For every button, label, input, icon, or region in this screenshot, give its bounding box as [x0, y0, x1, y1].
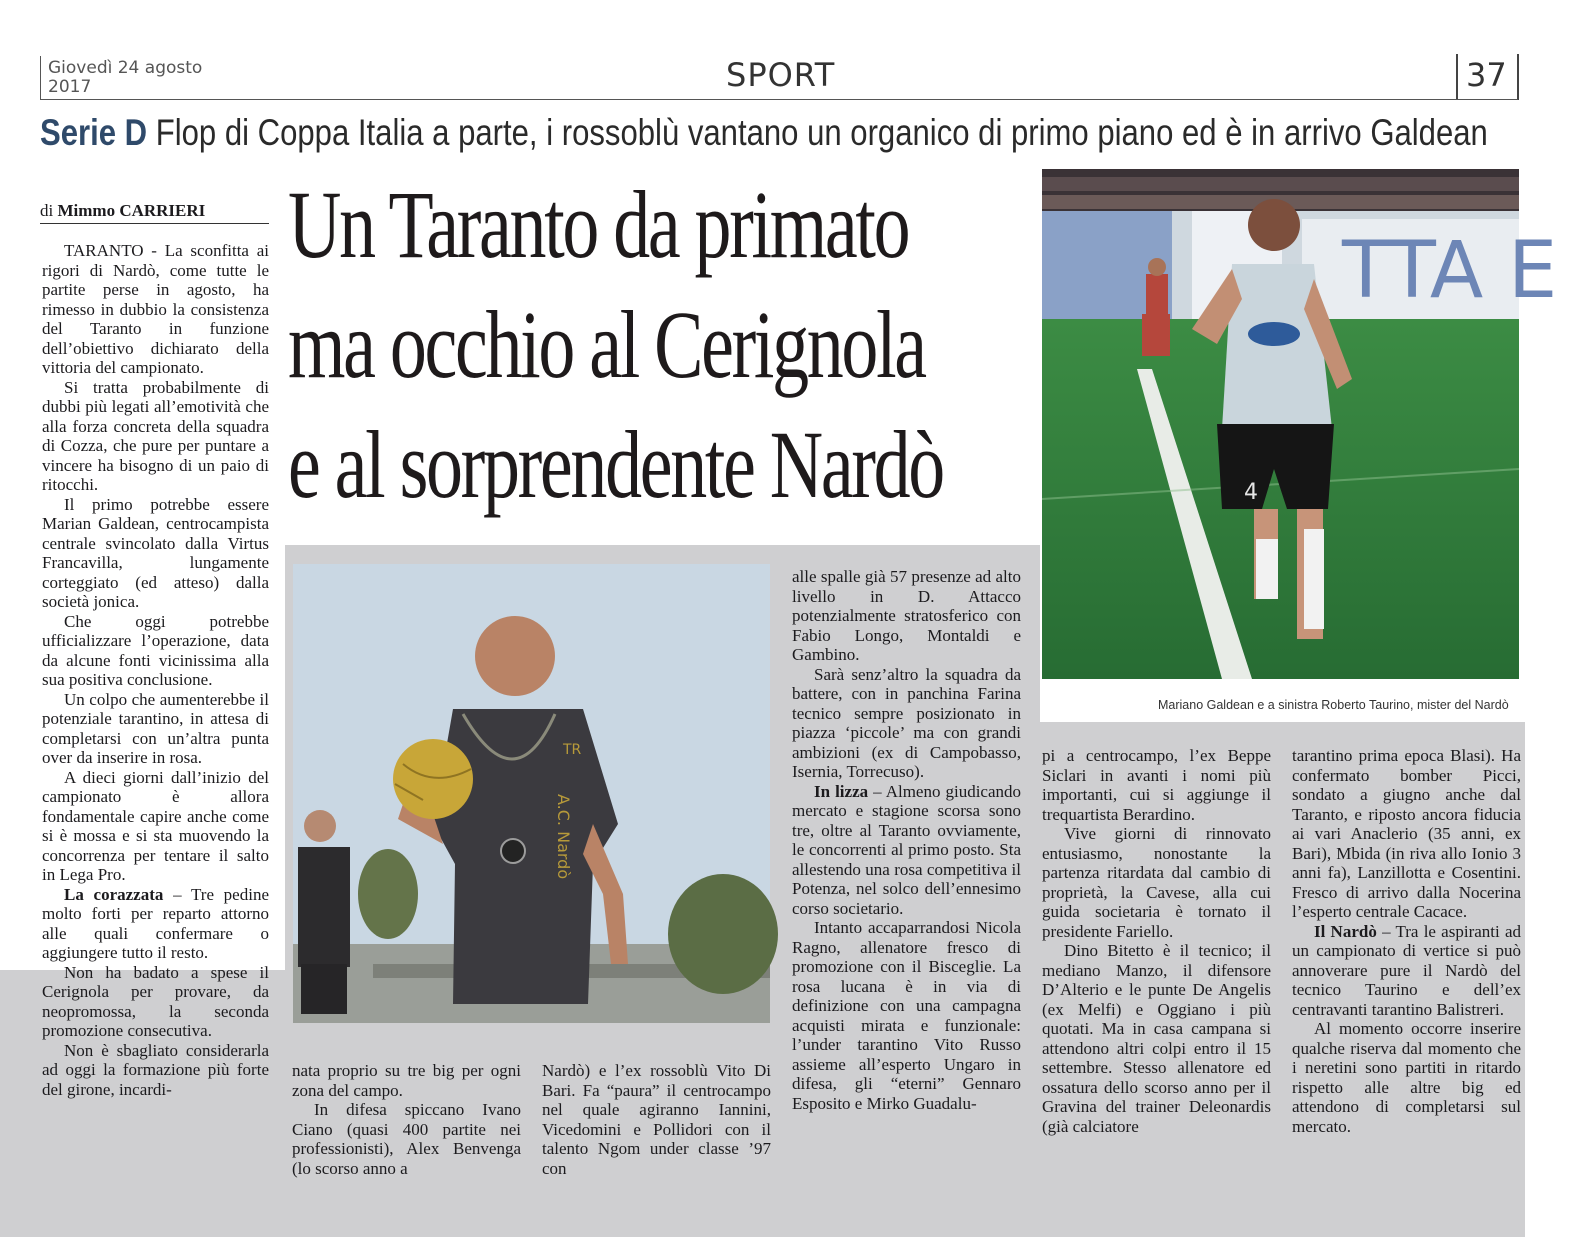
- paragraph-lead: La corazzata: [64, 884, 164, 904]
- kicker-text: Flop di Coppa Italia a parte, i rossoblù vantano un organico di primo piano ed è in arrivo Galdean: [155, 112, 1488, 153]
- paragraph: [42, 1041, 269, 1100]
- paragraph: [42, 378, 269, 495]
- issue-date: [48, 59, 202, 97]
- paragraph-text: Un colpo che aumenterebbe il potenziale tarantino, in attesa di completarsi con un’altra punta over da inserire in rosa.: [42, 689, 269, 767]
- byline-author: Mimmo CARRIERI: [57, 201, 206, 220]
- photo-caption: Mariano Galdean e a sinistra Roberto Taurino, mister del Nardò: [1158, 698, 1509, 712]
- paragraph: [1042, 941, 1271, 1136]
- paragraph-text: Non è sbagliato considerarla ad oggi la formazione più forte del girone, incardi-: [42, 1040, 269, 1099]
- paragraph: [792, 918, 1021, 1113]
- paragraph-text: TARANTO - La sconfitta ai rigori di Nardò, come tutte le partite perse in agosto, ha rimesso in dubbio la consistenza del Taranto in funzione dell’obiettivo dichiarato della vittoria del campionato.: [42, 241, 269, 377]
- date-line-1: Giovedì 24 agosto: [48, 58, 203, 78]
- paragraph: [42, 612, 269, 690]
- paragraph: [1042, 824, 1271, 941]
- shirt-text: A.C. Nardò: [554, 794, 573, 880]
- article-column-6: [1292, 746, 1521, 1136]
- paragraph-text: Nardò) e l’ex rossoblù Vito Di Bari. Fa “paura” il centrocampo nel quale agiranno Iannini, Vicedomini e Pollidori con il talento Ngom under classe ’97 con: [542, 1061, 771, 1178]
- paragraph: [1292, 922, 1521, 1020]
- article-column-2: [292, 1061, 521, 1178]
- section-name: SPORT: [726, 56, 836, 94]
- paragraph-lead: Il Nardò: [1314, 921, 1377, 941]
- headline: [288, 165, 943, 525]
- photo-player: [1042, 169, 1558, 679]
- headline-line-3: e al sorprendente Nardò: [288, 411, 943, 518]
- photo-coach-art: [293, 564, 770, 1023]
- page-number-bar-left: [1456, 54, 1458, 100]
- paragraph: [792, 782, 1021, 919]
- article-column-5: [1042, 746, 1271, 1136]
- paragraph-lead: In lizza: [814, 781, 869, 801]
- paragraph-text: Al momento occorre inserire qualche riserva dal momento che i neretini sono partiti in ritardo rispetto alle altre big ed attendono di completarsi sul mercato.: [1292, 1019, 1521, 1136]
- paragraph-text: – Tra le aspiranti ad un campionato di vertice si può annoverare pure il Nardò del tecnico Taurino e dell’ex centravanti tarantino Balistreri.: [1292, 921, 1521, 1019]
- paragraph-text: alle spalle già 57 presenze ad alto livello in D. Attacco potenzialmente stratosferico con Fabio Longo, Montaldi e Gambino.: [792, 567, 1021, 664]
- date-line-2: 2017: [48, 77, 92, 97]
- header-left-bar: [40, 56, 41, 100]
- paragraph-text: A dieci giorni dall’inizio del campionato è allora fondamentale capire anche come si è mossa e si sta muovendo la concorrenza per tentare il salto in Lega Pro.: [42, 767, 269, 884]
- photo-player-art: [1042, 169, 1558, 679]
- byline-prefix: di: [40, 201, 54, 220]
- paragraph: [42, 495, 269, 612]
- banner-text: TTA E: [1342, 226, 1558, 316]
- paragraph: [42, 241, 269, 378]
- photo-coach: [293, 564, 770, 1023]
- paragraph: [42, 885, 269, 963]
- paragraph-text: pi a centrocampo, l’ex Beppe Siclari in avanti i nomi più importanti, cui si aggiunge il trequartista Berardino.: [1042, 746, 1271, 824]
- page-number-bar-right: [1517, 54, 1519, 100]
- paragraph-text: nata proprio su tre big per ogni zona del campo.: [292, 1061, 521, 1100]
- paragraph: [292, 1100, 521, 1178]
- paragraph-text: Vive giorni di rinnovato entusiasmo, nonostante la partenza ritardata dal cambio di proprietà, la Cavese, alla cui guida societaria è tornato il presidente Fariello.: [1042, 824, 1271, 941]
- article-column-1: [42, 241, 269, 1099]
- shirt-number: 4: [1244, 480, 1258, 505]
- paragraph: [292, 1061, 521, 1100]
- paragraph: [1292, 746, 1521, 922]
- headline-line-2: ma occhio al Cerignola: [288, 291, 925, 398]
- paragraph: [1042, 746, 1271, 824]
- article-column-4: [792, 567, 1021, 1113]
- paragraph-text: – Tre pedine molto forti per reparto attorno alle quali confermare o aggiungere tutto il resto.: [42, 884, 269, 962]
- paragraph-text: tarantino prima epoca Blasi). Ha confermato bomber Picci, sondato a giugno anche dal Taranto, e riposto ancora fiducia ai vari Anaclerio (35 anni, ex Bari), Mbida (in riva allo Ionio 3 anni fa), Lanzillotta e Cosentini. Fresco di arrivo dalla Nocerina l’esperto centrale Cacace.: [1292, 746, 1521, 921]
- article-column-3: [542, 1061, 771, 1178]
- kicker-label: Serie D: [40, 112, 148, 153]
- paragraph-text: Il primo potrebbe essere Marian Galdean, centrocampista centrale svincolato dalla Virtus Francavilla, lungamente corteggiato (ed atteso) dalla società jonica.: [42, 494, 269, 611]
- paragraph: [792, 665, 1021, 782]
- byline: [40, 201, 269, 224]
- paragraph-text: Intanto accaparrandosi Nicola Ragno, allenatore fresco di promozione con il Bisceglie. La rosa lucana è in via di definizione con una campagna acquisti mirata e funzionale: l’under tarantino Vito Russo assieme all’esperto Ungaro in difesa, gli “eterni” Gennaro Esposito e Mirko Guadalu-: [792, 918, 1021, 1113]
- kicker: [40, 112, 1488, 154]
- paragraph: [42, 690, 269, 768]
- paragraph-text: Che oggi potrebbe ufficializzare l’operazione, data da alcune fonti vicinissima alla sua positiva conclusione.: [42, 611, 269, 689]
- headline-line-1: Un Taranto da primato: [288, 171, 909, 278]
- page-number: 37: [1466, 56, 1507, 94]
- paragraph-text: Non ha badato a spese il Cerignola per provare, da neopromossa, la seconda promozione consecutiva.: [42, 962, 269, 1040]
- paragraph: [42, 963, 269, 1041]
- paragraph: [42, 768, 269, 885]
- paragraph-text: In difesa spiccano Ivano Ciano (quasi 400 partite nei professionisti), Alex Benvenga (lo scorso anno a: [292, 1100, 521, 1178]
- paragraph-text: Si tratta probabilmente di dubbi più legati all’emotività che alla forza concreta della squadra di Cozza, che pure per puntare a vincere ha bisogno di un paio di ritocchi.: [42, 377, 269, 494]
- header-rule: [40, 99, 1518, 100]
- paragraph: [792, 567, 1021, 665]
- paragraph: [542, 1061, 771, 1178]
- paragraph-text: – Almeno giudicando mercato e stagione scorsa sono tre, oltre al Taranto ovviamente, le concorrenti al primo posto. Sta allestendo una rosa competitiva il Potenza, nel solco dell’ennesimo corso societario.: [792, 781, 1022, 918]
- paragraph: [1292, 1019, 1521, 1136]
- paragraph-text: Sarà senz’altro la squadra da battere, con in panchina Farina tecnico sempre posizionato in piazza ‘piccole’ ma con grandi ambizioni (ex di Campobasso, Isernia, Torrecuso).: [792, 664, 1021, 781]
- paragraph-text: Dino Bitetto è il tecnico; il mediano Manzo, il difensore D’Alterio e le punte De Angelis (ex Melfi) e Oggiano i più quotati. Ma in casa campana si attendono altri colpi entro il 15 settembre. Stesso allenatore ed ossatura dello scorso anno per il Gravina del trainer Deleonardis (già calciatore: [1042, 941, 1271, 1136]
- shirt-badge: TR: [563, 742, 582, 758]
